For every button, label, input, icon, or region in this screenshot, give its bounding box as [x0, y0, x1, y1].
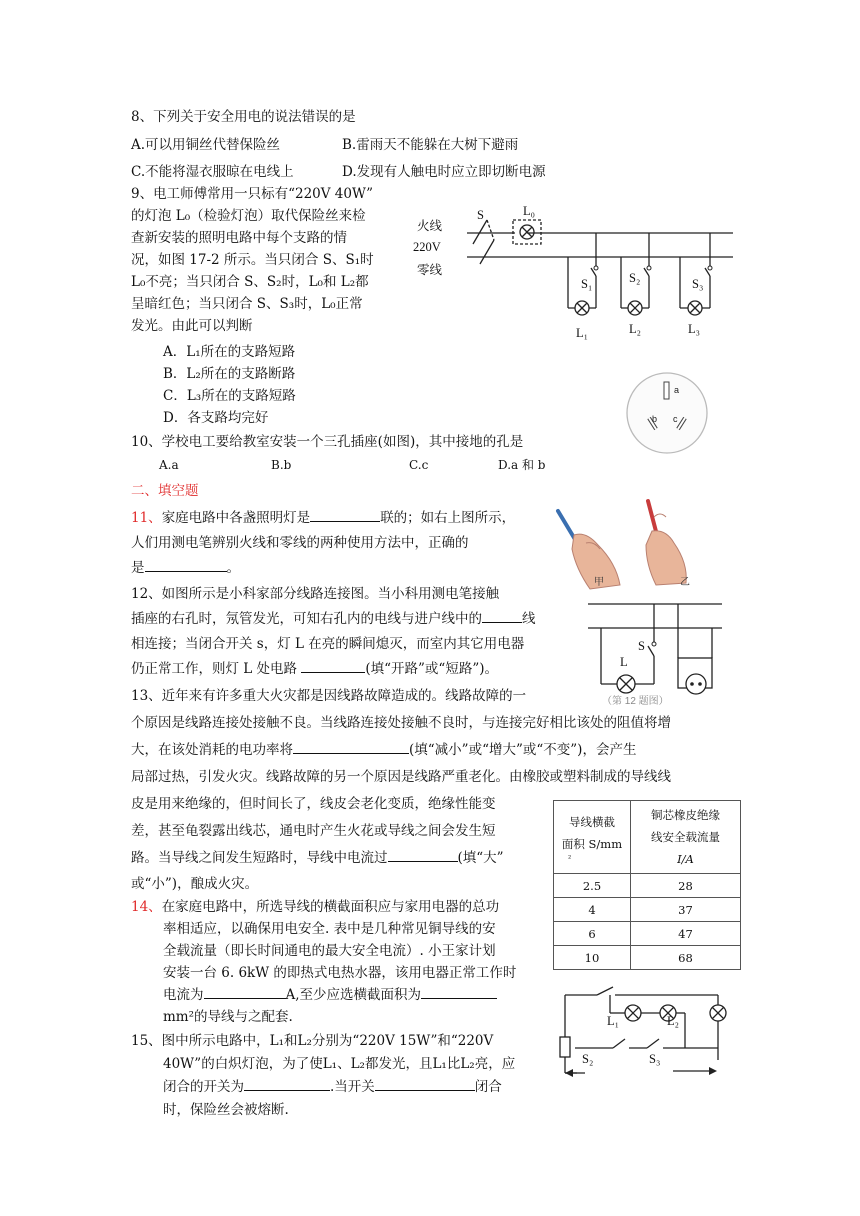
q14-line1-text: 在家庭电路中，所选导线的横截面积应与家用电器的总功: [161, 899, 500, 915]
q15-line1: 15、图中所示电路中，L₁和L₂分别为“220V 15W”和“220V: [131, 1033, 494, 1049]
table-cell: 37: [631, 898, 741, 922]
q9-line2: 的灯泡 L₀（检验灯泡）取代保险丝来检: [131, 208, 366, 224]
q10-stem: 10、学校电工要给教室安装一个三孔插座(如图)，其中接地的孔是: [131, 434, 524, 450]
q11-line1-text: 家庭电路中各盏照明灯是: [161, 510, 311, 526]
q11-line3-text: 是: [131, 560, 145, 576]
q9-option-d: D．各支路均完好: [163, 410, 269, 426]
q13-line7-text: 路。当导线之间发生短路时，导线中电流过: [131, 850, 388, 866]
q9-line4: 况，如图 17-2 所示。当只闭合 S、S₁时: [131, 252, 374, 268]
q11-number: 11、: [131, 510, 162, 526]
table-header-current-3: I/A: [677, 852, 694, 866]
q11-line2: 人们用测电笔辨别火线和零线的两种使用方法中，正确的: [131, 535, 469, 551]
table-cell: 2.5: [554, 874, 631, 898]
q14-line5-mid: A,至少应选横截面积为: [285, 987, 422, 1003]
q13-line7-tail: (填“大”: [457, 850, 504, 866]
q10-option-d: D.a 和 b: [498, 458, 546, 472]
q14-blank-2[interactable]: [421, 984, 497, 999]
q11-line1-tail: 联的；如右上图所示，: [380, 510, 516, 526]
q12-line2: [131, 608, 536, 630]
q13-line4: 局部过热，引发火灾。线路故障的另一个原因是线路严重老化。由橡胶或塑料制成的导线线: [131, 769, 671, 785]
q9-option-c: C．L₃所在的支路短路: [163, 388, 296, 404]
q11-line1: [131, 507, 515, 529]
q10-fig-c: c: [673, 414, 678, 424]
q9-fig-s1: S₁: [581, 277, 593, 291]
q10-fig-b: b: [652, 414, 658, 424]
q9-fig-l1: L₁: [576, 326, 588, 340]
q12-fig-l: L: [620, 655, 628, 669]
q11-line3: [131, 557, 240, 579]
q14-line5-text: 电流为: [163, 987, 204, 1003]
q13-line6: 差，甚至龟裂露出线芯，通电时产生火花或导线之间会发生短: [131, 823, 496, 839]
q9-fig-220v: 220V: [413, 240, 441, 254]
q15-line3-mid: .当开关: [330, 1079, 375, 1095]
q12-line1: 12、如图所示是小科家部分线路连接图。当小科用测电笔接触: [131, 586, 500, 602]
table-cell: 10: [554, 946, 631, 970]
q9-line5: L₀不亮；当只闭合 S、S₂时，L₀和 L₂都: [131, 274, 369, 290]
table-header-current-1: 铜芯橡皮绝缘: [651, 808, 720, 822]
q15-fig-l2: L₂: [667, 1014, 679, 1028]
q12-line4: [131, 658, 498, 680]
q14-line6: mm²的导线与之配套.: [163, 1009, 293, 1025]
q15-line3: [163, 1076, 502, 1098]
q10-option-b: B.b: [271, 458, 292, 472]
table-header-current-2: 线安全载流量: [651, 830, 720, 844]
table-header-area-2: 面积 S/mm: [561, 837, 623, 851]
q14-line1: [131, 896, 499, 918]
q12-blank-2[interactable]: [301, 658, 365, 673]
q15-circuit-diagram: [555, 985, 745, 1085]
q13-line7: [131, 847, 504, 869]
q8-option-c: C.不能将湿衣服晾在电线上: [131, 164, 294, 180]
table-header-area-1: 导线横截: [569, 815, 615, 829]
q15-fig-l1: L₁: [607, 1014, 619, 1028]
q10-option-c: C.c: [409, 458, 429, 472]
q9-fig-l3: L₃: [688, 322, 700, 336]
wire-current-table: [553, 800, 741, 970]
q8-option-d: D.发现有人触电时应立即切断电源: [342, 164, 546, 180]
q8-option-a: A.可以用铜丝代替保险丝: [131, 137, 281, 153]
q13-line1: 13、近年来有许多重大火灾都是因线路故障造成的。线路故障的一: [131, 688, 527, 704]
table-cell: 68: [631, 946, 741, 970]
q12-line2-text: 插座的右孔时，氖管发光，可知右孔内的电线与进户线中的: [131, 611, 482, 627]
q10-fig-a: a: [674, 385, 680, 395]
q9-option-b: B．L₂所在的支路断路: [163, 366, 296, 382]
q13-line5: 皮是用来绝缘的，但时间长了，线皮会老化变质，绝缘性能变: [131, 796, 496, 812]
q14-line2: 率相适应，以确保用电安全. 表中是几种常见铜导线的安: [163, 921, 496, 937]
q15-line2: 40W”的白炽灯泡，为了使L₁、L₂都发光，且L₁比L₂亮，应: [163, 1056, 516, 1072]
q9-fig-s: S: [477, 208, 484, 222]
q13-line3-text: 大，在该处消耗的电功率将: [131, 742, 293, 758]
q9-line1: 9、电工师傅常用一只标有“220V 40W”: [131, 186, 374, 202]
q8-stem: 8、下列关于安全用电的说法错误的是: [131, 109, 356, 125]
q11-blank-2[interactable]: [145, 557, 227, 572]
table-header-current: [631, 801, 741, 874]
q14-line4: 安装一台 6. 6kW 的即热式电热水器，该用电器正常工作时: [163, 965, 517, 981]
q13-blank-2[interactable]: [388, 847, 458, 862]
q12-line4-tail: (填“开路”或“短路”)。: [365, 661, 498, 677]
q15-fig-s3: S₃: [649, 1052, 661, 1066]
q15-blank-1[interactable]: [244, 1076, 330, 1091]
q11-fig-yi: 乙: [680, 577, 690, 588]
q9-fig-huoxian: 火线: [417, 219, 443, 233]
q9-fig-s3: S₃: [692, 277, 704, 291]
q14-line5: [163, 984, 497, 1006]
q9-line7: 发光。由此可以判断: [131, 318, 253, 334]
q15-line3-text: 闭合的开关为: [163, 1079, 244, 1095]
q13-line3: [131, 739, 636, 761]
table-cell: 28: [631, 874, 741, 898]
q12-blank-1[interactable]: [482, 608, 522, 623]
q12-line2-tail: 线: [522, 611, 536, 627]
q10-socket-diagram: [622, 370, 722, 460]
q12-fig-caption: （第 12 题图）: [602, 696, 669, 707]
q9-fig-s2: S₂: [629, 271, 641, 285]
table-cell: 4: [554, 898, 631, 922]
q12-line4-text: 仍正常工作，则灯 L 处电路: [131, 661, 298, 677]
q14-blank-1[interactable]: [204, 984, 286, 999]
q9-line3: 查新安装的照明电路中每个支路的情: [131, 230, 347, 246]
q14-line3: 全载流量（即长时间通电的最大安全电流）. 小王家计划: [163, 943, 496, 959]
q9-fig-lingxian: 零线: [417, 263, 443, 277]
table-cell: 47: [631, 922, 741, 946]
q15-line4: 时，保险丝会被熔断.: [163, 1102, 289, 1118]
q10-option-a: A.a: [159, 458, 179, 472]
q15-fig-s2: S₂: [582, 1052, 594, 1066]
q12-line3: 相连接；当闭合开关 s，灯 L 在亮的瞬间熄灭，而室内其它用电器: [131, 636, 525, 652]
q9-line6: 呈暗红色；当只闭合 S、S₃时，L₀正常: [131, 296, 363, 312]
section-title: 二、填空题: [131, 483, 199, 499]
table-header-area-3: ²: [568, 854, 572, 863]
table-cell: 6: [554, 922, 631, 946]
q8-option-b: B.雷雨天不能躲在大树下避雨: [342, 137, 519, 153]
q15-line3-tail: 闭合: [474, 1079, 502, 1095]
q13-blank-1[interactable]: [293, 739, 409, 754]
q11-blank-1[interactable]: [310, 507, 380, 522]
q9-option-a: A．L₁所在的支路短路: [163, 344, 296, 360]
q9-circuit-diagram: [405, 200, 745, 350]
q11-test-pen-figure: [548, 493, 713, 593]
q13-line2: 个原因是线路连接处接触不良。当线路连接处接触不良时，与连接完好相比该处的阻值将增: [131, 715, 671, 731]
q12-fig-s: S: [638, 639, 645, 653]
q14-number: 14、: [131, 899, 162, 915]
q15-blank-2[interactable]: [375, 1076, 475, 1091]
q9-fig-l2: L₂: [629, 322, 641, 336]
table-header-area: [554, 801, 631, 874]
q11-fig-jia: 甲: [594, 577, 604, 588]
q13-line3-tail: (填“减小”或“增大”或“不变”)，会产生: [409, 742, 637, 758]
q12-circuit-diagram: [588, 598, 728, 707]
q13-line8: 或“小”)，酿成火灾。: [131, 876, 259, 892]
q9-fig-l0: L₀: [523, 204, 535, 218]
q11-line3-tail: 。: [226, 560, 240, 576]
